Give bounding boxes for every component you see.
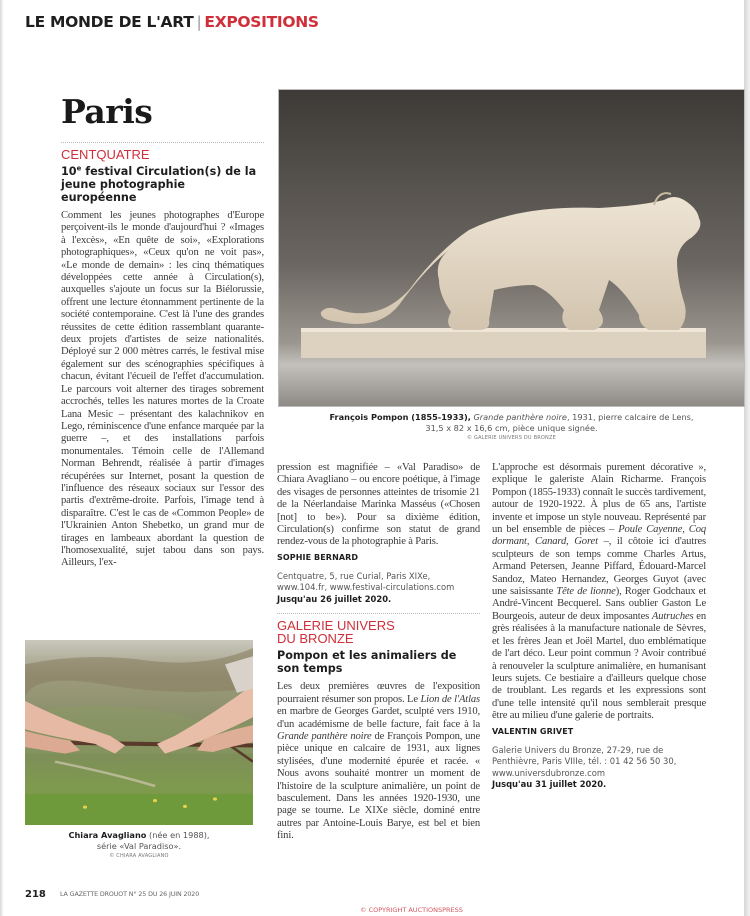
info-address: Centquatre, 5, rue Curial, Paris XIXe, xyxy=(277,570,431,581)
artwork-title: Tête de lionne xyxy=(556,586,616,598)
caption-artist: François Pompon (1855-1933), xyxy=(329,412,471,422)
caption-details: , 1931, pierre calcaire de Lens, xyxy=(566,412,694,422)
article-subtitle: Pompon et les animaliers de son temps xyxy=(277,649,457,676)
article2-paragraph-1 xyxy=(277,681,480,842)
left-column-text xyxy=(25,92,264,570)
page-number: 218 xyxy=(25,889,46,900)
text-run: ), Roger Godchaux et André-Vincent Becquerel. Sans oublier Gaston Le Bourgeois, auteur de deux imposantes xyxy=(492,586,707,622)
artwork-titles: Poule Cayenne, Coq dormant, Canard, Goret xyxy=(492,524,706,548)
middle-column xyxy=(277,462,480,843)
header-rubric: LE MONDE DE L'ART xyxy=(25,13,194,31)
info-address: Galerie Univers du Bronze, 27-29, rue de xyxy=(492,744,664,755)
article-subtitle xyxy=(61,165,264,204)
info-website: www.104.fr, www.festival-circulations.com xyxy=(277,582,455,593)
right-column xyxy=(492,462,706,791)
subtitle-text: festival Circulation(s) de la jeune photographie européenne xyxy=(61,165,257,204)
photo2-caption xyxy=(278,412,745,442)
info-website: www.universdubronze.com xyxy=(492,767,606,778)
artwork-title: Grande panthère noire xyxy=(277,730,372,742)
text-run: Les deux premières œuvres de l'exposition pourraient résumer son propos. Le xyxy=(277,681,480,705)
copyright-notice: © COPYRIGHT AUCTIONSPRESS xyxy=(360,906,463,914)
photo-credit: © CHIARA AVAGLIANO xyxy=(109,853,169,859)
panther-sculpture-image xyxy=(279,90,744,406)
venue-name: CENTQUATRE xyxy=(61,147,150,162)
photo-credit: © GALERIE UNIVERS DU BRONZE xyxy=(467,435,556,441)
page-left-edge xyxy=(0,0,3,916)
article1-body-col2 xyxy=(277,462,480,549)
caption-dimensions: 31,5 x 82 x 16,6 cm, pièce unique signée. xyxy=(425,423,598,433)
caption-series: série «Val Paradiso». xyxy=(96,841,182,851)
hands-landscape-image xyxy=(25,640,253,825)
page-header xyxy=(25,13,319,31)
info-address-2: Penthièvre, Paris VIIIe, tél. : 01 42 56 50 30, xyxy=(492,756,677,767)
text-run: en marbre de Georges Gardet, sculpté vers 1910, d'un académisme de belle facture, fait face à la xyxy=(277,706,480,730)
info-dates: Jusqu'au 26 juillet 2020. xyxy=(277,593,392,604)
info-dates: Jusqu'au 31 juillet 2020. xyxy=(492,779,607,790)
artwork-title: Autruches xyxy=(651,610,694,622)
article1-paragraph-1: Comment les jeunes photographes d'Europe perçoivent-ils le monde d'aujourd'hui ? «Images à l'excès», «En quête de soi», «Explorations photographiques», «Ceux qu'on ne voit pas», «Le monde de demain» : les cinq thématiques développées cette année à Circulation(s), auxquelles s'ajoute un focus sur la Biélorussie, offrent une lecture étonnamment pertinente de la société contemporaine. C'est là l'une des grandes réussites de cette édition rassemblant quarante-deux projets d'artistes de seize nationalités. Déployé sur 2 000 mètres carrés, le festival mise également sur des scénographies spécifiques à chacun, évitant l'écueil de l'effet d'accumulation. Le parcours voit alterner des tirages sobrement accrochés, telles les natures mortes de la Croate Lana Mesic – présentant des kalachnikov en Lego, réminiscence d'une enfance marquée par la guerre –, et des installations parfois monumentales. Témoin celle de l'Allemand Norman Behrendt, réalisée à partir d'images récupérées sur Internet, posant la question de l'influence des réseaux sociaux sur l'essor des partis d'extrême-droite. Parfois, l'image tend à disparaître. C'est le cas de «Common People» de l'Ukrainien Anton Shebetko, un grand mur de tirages en lambeaux abordant la question de l'homosexualité, sujet tabou dans son pays. Ailleurs, l'ex- xyxy=(61,210,264,569)
subtitle-number: 10 xyxy=(61,165,77,178)
article2-body-col3 xyxy=(492,462,706,723)
text-run: en grès réalisées à la manufacture nationale de Sèvres, et les frères Jean et Joël Martel, duo emblématique de l'art déco. Leur point commun ? Avoir contribué à renouveler la sculpture animalière, en humanisant leurs sujets. Ce bestiaire a d'ailleurs quelque chose de troublant. Les regards et les expressions sont d'une telle intensité qu'il nous semblerait presque être au milieu d'une galerie de portraits. xyxy=(492,610,706,722)
artwork-title: Lion de l'Atlas xyxy=(420,693,481,705)
photo2-block xyxy=(278,89,745,442)
text-run: de François Pompon, une pièce unique en calcaire de 1931, aux lignes stylisées, d'une modernité épurée et racée. « Nous avons souhaité montrer un moment de l'histoire de la sculpture animalière, un point de basculement. Dans les années 1920-1930, une page se tourne. Le XIXe siècle, dominé entre autres par Antoine-Louis Barye, est bel et bien fini. xyxy=(277,730,481,842)
article2-body-col2 xyxy=(277,681,480,842)
text-run: L'approche est désormais purement décorative », explique le galeriste Alain Richarme. François Pompon (1855-1933) connaît le succès tardivement, autour de 1920-1922. À plus de 65 ans, l'artiste invente et impose un style nouveau. Représenté par un bel ensemble de pièces – xyxy=(492,462,706,536)
caption-dates: (née en 1988), xyxy=(146,830,210,840)
header-separator: | xyxy=(196,13,202,31)
venue-line-1: GALERIE UNIVERS xyxy=(277,618,395,634)
venue-line-2: DU BRONZE xyxy=(277,631,354,647)
text-run: –, il côtoie ici d'autres sculpteurs de son temps comme Charles Artus, Armand Petersen, Jeanne Piffard, Édouard-Marcel Sandoz, Mateo Hernandez, Georges Guyot (avec une saisissante xyxy=(492,536,706,598)
left-column xyxy=(25,92,264,570)
article2-paragraph-2 xyxy=(492,462,706,723)
venue-name xyxy=(277,619,480,645)
photo1-block xyxy=(25,640,253,860)
article2-author: VALENTIN GRIVET xyxy=(492,726,574,736)
photo1-caption xyxy=(25,830,253,860)
divider xyxy=(61,142,264,143)
article2-info xyxy=(492,745,706,791)
divider xyxy=(277,613,480,614)
photo-val-paradiso xyxy=(25,640,253,825)
article1-info xyxy=(277,571,480,606)
article1-body-col1 xyxy=(61,210,264,570)
article1-author: SOPHIE BERNARD xyxy=(277,552,359,562)
caption-artist: Chiara Avagliano xyxy=(68,830,147,840)
header-section: EXPOSITIONS xyxy=(204,13,319,31)
publication-info: LA GAZETTE DROUOT N° 25 DU 26 JUIN 2020 xyxy=(60,891,200,898)
caption-artwork-title: Grande panthère noire xyxy=(473,412,567,422)
article1-paragraph-2: pression est magnifiée – «Val Paradiso» de Chiara Avagliano – ou encore poétique, à l'image des visages de personnes atteintes de trisomie 21 de la Néerlandaise Marinka Masséus («Chosen [not] to be»). Pour sa dixième édition, Circulation(s) confirme son statut de grand rendez-vous de la photographie à Paris. xyxy=(277,462,480,548)
photo-grande-panthere xyxy=(278,89,745,407)
subtitle-sup: e xyxy=(76,164,82,173)
city-title: Paris xyxy=(61,92,153,131)
